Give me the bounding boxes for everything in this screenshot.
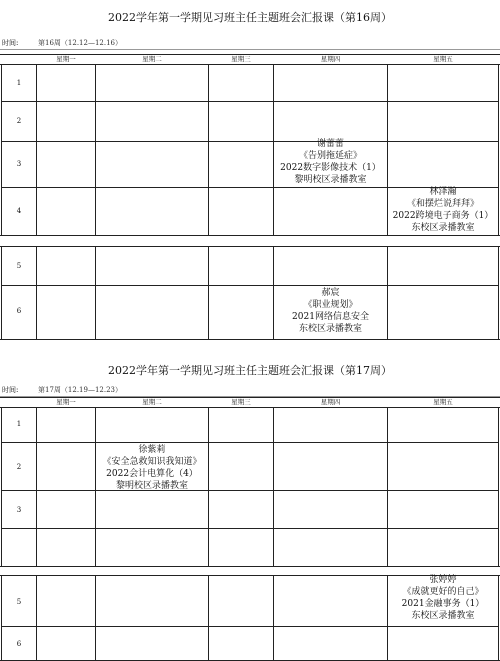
week17-period-5: 5 [16,598,22,606]
entry-teacher: 谢蕾蕾 [316,139,344,149]
entry-class: 2021网络信息安全 [292,312,369,322]
week16-block-b [0,246,500,340]
entry-class: 2022跨境电子商务（1） [392,211,494,221]
week17-day-fri: 星期五 [433,398,453,406]
week17-block-b [0,575,500,661]
week16-period-6: 6 [16,307,22,315]
week17-period-1: 1 [16,420,22,428]
week17-block-a [0,407,500,567]
entry-teacher: 郝宸 [321,288,340,298]
week16-day-wed: 星期三 [231,55,251,63]
entry-class: 2022数字影像技术（1） [280,163,381,173]
week16-period-5: 5 [16,262,22,270]
entry-room: 东校区录播教室 [298,324,362,334]
week16-period-4: 4 [16,207,22,215]
week16-time-row [0,37,500,50]
week16-day-mon: 星期一 [56,55,76,63]
entry-room: 黎明校区录播教室 [115,481,188,491]
week17-time-row [0,384,500,397]
week16-period-2: 2 [16,117,22,125]
week16-day-thu: 星期四 [320,55,341,63]
entry-topic: 《安全急救知识我知道》 [102,457,202,467]
week17-period-6: 6 [16,640,22,648]
week16-day-fri: 星期五 [433,55,453,63]
week17-entry-tue-p2 [96,444,208,492]
entry-room: 东校区录播教室 [411,223,475,233]
week17-time-value: 第17周（12.19—12.23） [38,386,122,394]
week16-time-label: 时间: [2,39,19,47]
week16-time-value: 第16周（12.12—12.16） [38,39,122,47]
week17-period-2: 2 [16,463,22,471]
entry-topic: 《职业规划》 [303,300,358,310]
week16-entry-thu-p3 [274,138,387,186]
week16-entry-thu-p6 [274,287,387,335]
week16-entry-fri-p4 [388,186,498,234]
entry-teacher: 林泽瀚 [429,187,457,197]
entry-room: 黎明校区录播教室 [294,175,367,185]
entry-topic: 《成就更好的自己》 [402,587,484,597]
week16-period-3: 3 [16,160,22,168]
entry-topic: 《和摆烂说拜拜》 [406,199,479,209]
week16-period-1: 1 [16,79,22,87]
week16-block-a [0,64,500,236]
week16-title: 2022学年第一学期见习班主任主题班会汇报课（第16周） [108,11,392,24]
entry-class: 2022会计电算化（4） [106,469,198,479]
entry-topic: 《告别拖延症》 [298,151,362,161]
week17-period-3: 3 [16,506,22,514]
entry-room: 东校区录播教室 [411,611,475,621]
week17-entry-fri-p5 [388,574,498,622]
week17-day-mon: 星期一 [56,398,76,406]
entry-teacher: 张婷婷 [429,575,457,585]
entry-class: 2021金融事务（1） [401,599,485,609]
entry-teacher: 徐紫莉 [138,445,166,455]
week16-day-tue: 星期二 [142,55,162,63]
week17-time-label: 时间: [2,386,19,394]
week17-title: 2022学年第一学期见习班主任主题班会汇报课（第17周） [108,364,392,377]
week17-day-wed: 星期三 [231,398,251,406]
week17-day-tue: 星期二 [142,398,162,406]
week17-day-thu: 星期四 [320,398,341,406]
